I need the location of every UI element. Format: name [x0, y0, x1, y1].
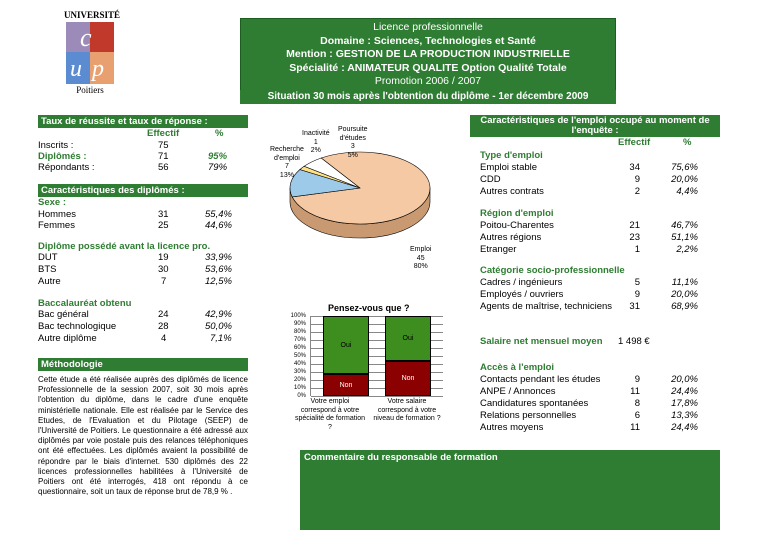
header-domaine: Domaine : Sciences, Technologies et Santé [320, 34, 536, 47]
type-row-effectif: 9 [634, 174, 640, 185]
bar-ytick: 20% [293, 377, 306, 383]
bar-ytick: 60% [293, 345, 306, 351]
diplome-bts-value: 30 [158, 264, 169, 275]
acces-title: Accès à l'emploi [480, 362, 555, 373]
emploi-title-line1: Caractéristiques de l'emploi occupé au moment de [480, 115, 710, 126]
header-situation: Situation 30 mois après l'obtention du diplôme - 1er décembre 2009 [240, 90, 616, 104]
sexe-hommes-value: 31 [158, 209, 169, 220]
methodologie-title: Méthodologie [38, 358, 248, 371]
region-row-pct: 46,7% [671, 220, 698, 231]
taux-diplomes-value: 71 [158, 151, 169, 162]
pie-label-poursuite: Poursuite d'études 3 5% [338, 126, 368, 159]
csp-row-effectif: 5 [634, 277, 640, 288]
taux-col-pct: % [215, 128, 224, 139]
salaire-label: Salaire net mensuel moyen [480, 336, 603, 347]
diplome-autre-pct: 12,5% [205, 276, 232, 287]
taux-repondants-value: 56 [158, 162, 169, 173]
type-row-effectif: 34 [629, 162, 640, 173]
csp-row-pct: 11,1% [671, 277, 698, 288]
diplome-title: Diplôme possédé avant la licence pro. [38, 241, 211, 252]
header-mention: Mention : GESTION DE LA PRODUCTION INDUSTRIELLE [286, 48, 570, 60]
bar-ytick: 30% [293, 369, 306, 375]
methodologie-text: Cette étude a été réalisée auprès des diplômés de licence Professionnelle de la session 2007, soit 30 mois après l'obtention du diplôme, dans le cadre d'une enquête ministérielle nationale. Elle est réalisée par le Service des Etudes, de l'Evaluation et du Pilotage (SEEP) de l'Université de Poitiers. Le questionnaire a été adressé aux diplômés par voie postale puis des relances téléphoniques ont été effectuées. Les diplômés avaient la possibilité de répondre par le biais d'internet. 530 diplômés des 22 licences professionnelles habilitées à l'Université de Poitiers ont été interrogés, 418 ont répondu à ce questionnaire, soit un taux de réponse brut de 78,9 % . [38, 375, 248, 497]
region-title: Région d'emploi [480, 208, 554, 219]
diplome-bts-pct: 53,6% [205, 264, 232, 275]
emploi-col-pct: % [683, 137, 692, 148]
bac-techno-pct: 50,0% [205, 321, 232, 332]
csp-row-pct: 68,9% [671, 301, 698, 312]
bar-ytick: 40% [293, 361, 306, 367]
acces-row-effectif: 6 [634, 410, 640, 421]
pie-label-inactivite: Inactivité 1 2% [302, 130, 330, 154]
region-row-effectif: 23 [629, 232, 640, 243]
acces-row-label: Autres moyens [480, 422, 544, 433]
header-promotion: Promotion 2006 / 2007 [374, 75, 482, 87]
region-row-effectif: 21 [629, 220, 640, 231]
region-row-pct: 51,1% [671, 232, 698, 243]
type-row-label: CDD [480, 174, 501, 185]
bar-non-label: Non [339, 381, 353, 389]
svg-text:c: c [80, 23, 92, 52]
bar-ytick: 100% [290, 313, 306, 319]
acces-row-pct: 17,8% [671, 398, 698, 409]
type-row-pct: 75,6% [671, 162, 698, 173]
region-row-label: Poitou-Charentes [480, 220, 554, 231]
bac-general-pct: 42,9% [205, 309, 232, 320]
acces-row-pct: 20,0% [671, 374, 698, 385]
csp-row-pct: 20,0% [671, 289, 698, 300]
bar-ytick: 90% [293, 321, 306, 327]
bac-autre-label: Autre diplôme [38, 333, 97, 344]
diplome-bts-label: BTS [38, 264, 57, 275]
bac-autre-pct: 7,1% [210, 333, 232, 344]
logo-emblem-icon [66, 22, 114, 84]
acces-row-effectif: 11 [630, 422, 640, 433]
taux-inscrits-value: 75 [158, 140, 169, 151]
csp-row-label: Cadres / ingénieurs [480, 277, 563, 288]
bac-general-label: Bac général [38, 309, 89, 320]
diplome-autre-label: Autre [38, 276, 61, 287]
bar-oui-1 [323, 316, 369, 374]
svg-text:u: u [70, 56, 82, 82]
bac-techno-value: 28 [158, 321, 169, 332]
sexe-femmes-pct: 44,6% [205, 220, 232, 231]
region-row-pct: 2,2% [676, 244, 698, 255]
diplome-dut-label: DUT [38, 252, 58, 263]
acces-row-label: Candidatures spontanées [480, 398, 589, 409]
bar-cat-2-label: Votre salaire correspond à votre niveau de formation ? [373, 398, 441, 422]
region-row-label: Autres régions [480, 232, 542, 243]
region-row-effectif: 1 [634, 244, 640, 255]
comment-title: Commentaire du responsable de formation [304, 452, 498, 463]
sexe-title: Sexe : [38, 197, 66, 208]
sexe-hommes-label: Hommes [38, 209, 77, 220]
university-logo [64, 10, 121, 95]
pie-label-recherche: Recherche d'emploi 7 13% [270, 146, 304, 179]
type-row-label: Emploi stable [480, 162, 538, 173]
taux-inscrits-label: Inscrits : [38, 140, 74, 151]
emploi-col-effectif: Effectif [618, 137, 651, 148]
bar-oui-2 [385, 316, 431, 361]
emploi-title [470, 115, 720, 137]
bac-techno-label: Bac technologique [38, 321, 117, 332]
bar-ytick: 80% [293, 329, 306, 335]
acces-row-effectif: 9 [634, 374, 640, 385]
caract-title: Caractéristiques des diplômés : [38, 184, 248, 197]
acces-row-pct: 24,4% [671, 422, 698, 433]
bac-autre-value: 4 [161, 333, 167, 344]
type-title: Type d'emploi [480, 150, 543, 161]
salaire-value: 1 498 € [618, 336, 650, 347]
bar-ytick: 50% [293, 353, 306, 359]
type-row-effectif: 2 [634, 186, 640, 197]
bac-title: Baccalauréat obtenu [38, 298, 132, 309]
bar-ytick: 10% [293, 385, 306, 391]
bar-ytick: 70% [293, 337, 306, 343]
bar-non-1 [323, 374, 369, 396]
pie-chart [250, 118, 465, 303]
type-row-label: Autres contrats [480, 186, 544, 197]
svg-text:p: p [92, 56, 104, 82]
diplome-dut-value: 19 [158, 252, 169, 263]
bac-general-value: 24 [158, 309, 169, 320]
taux-col-effectif: Effectif [147, 128, 180, 139]
csp-row-label: Employés / ouvriers [480, 289, 564, 300]
bar-chart [258, 303, 458, 453]
acces-row-effectif: 8 [634, 398, 640, 409]
bar-non-2 [385, 361, 431, 396]
acces-row-label: ANPE / Annonces [480, 386, 556, 397]
acces-row-pct: 24,4% [671, 386, 698, 397]
csp-title: Catégorie socio-professionnelle [480, 265, 625, 276]
type-row-pct: 20,0% [671, 174, 698, 185]
csp-row-effectif: 9 [634, 289, 640, 300]
header-licence: Licence professionnelle [373, 21, 483, 33]
bar-cat-1-label: Votre emploi correspond à votre spécialité de formation ? [294, 398, 366, 431]
diplome-autre-value: 7 [161, 276, 167, 287]
sexe-hommes-pct: 55,4% [205, 209, 232, 220]
taux-repondants-pct: 79% [208, 162, 228, 173]
logo-university-text: UNIVERSITÉ [64, 10, 121, 20]
acces-row-pct: 13,3% [671, 410, 698, 421]
pie-label-emploi: Emploi 45 80% [410, 246, 432, 270]
bar-plot-area [310, 316, 443, 396]
bar-gridline [311, 396, 443, 397]
csp-row-label: Agents de maîtrise, techniciens [480, 301, 613, 312]
region-row-label: Etranger [480, 244, 517, 255]
sexe-femmes-label: Femmes [38, 220, 75, 231]
emploi-title-line2: l'enquête : [571, 125, 619, 136]
comment-box [300, 450, 720, 530]
sexe-femmes-value: 25 [158, 220, 169, 231]
bar-chart-title: Pensez-vous que ? [328, 303, 410, 313]
csp-row-effectif: 31 [629, 301, 640, 312]
header-specialite: Spécialité : ANIMATEUR QUALITE Option Qualité Totale [289, 61, 567, 74]
bar-ytick: 0% [297, 393, 306, 399]
taux-repondants-label: Répondants : [38, 162, 95, 173]
acces-row-label: Contacts pendant les études [480, 374, 601, 385]
bar-oui-label: Oui [340, 341, 352, 349]
acces-row-label: Relations personnelles [480, 410, 577, 421]
logo-city-text: Poitiers [76, 85, 104, 95]
bar-oui-label: Oui [402, 335, 414, 343]
taux-title: Taux de réussite et taux de réponse : [38, 115, 248, 128]
type-row-pct: 4,4% [676, 186, 698, 197]
bar-non-label: Non [401, 375, 415, 383]
acces-row-effectif: 11 [630, 386, 640, 397]
taux-diplomes-pct: 95% [208, 151, 228, 162]
taux-diplomes-label: Diplômés : [38, 151, 87, 162]
diplome-dut-pct: 33,9% [205, 252, 232, 263]
